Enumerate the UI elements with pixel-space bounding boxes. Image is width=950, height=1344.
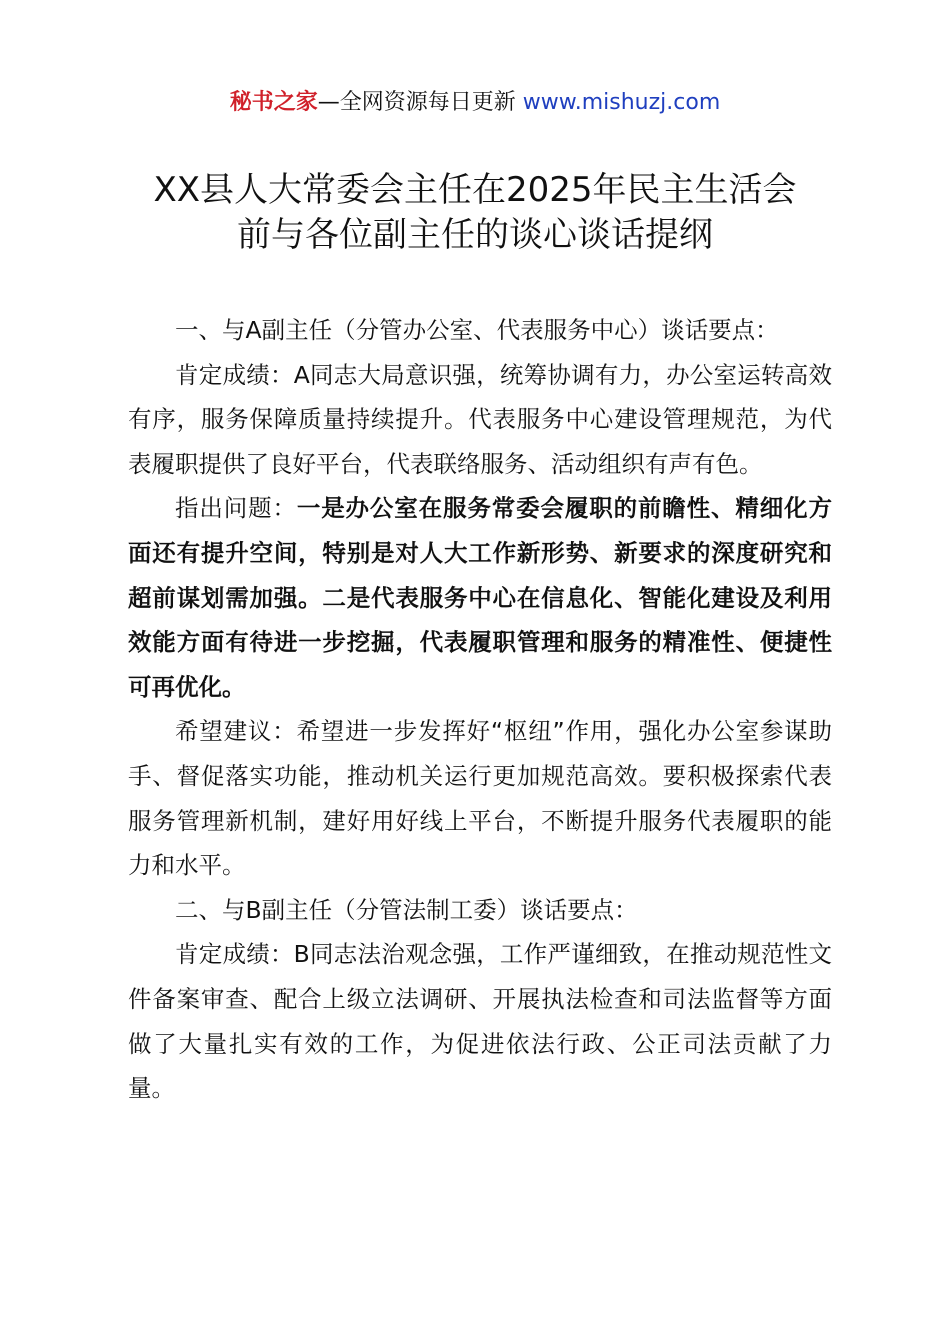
- brand-name: 秘书之家: [229, 90, 318, 115]
- section-a-issues-text: 一是办公室在服务常委会履职的前瞻性、精细化方面还有提升空间，特别是对人大工作新形势、新要求的深度研究和超前谋划需加强。二是代表服务中心在信息化、智能化建设及利用效能方面有待进一步挖掘，代表履职管理和服务的精准性、便捷性可再优化。: [128, 494, 833, 701]
- document-title: [60, 168, 890, 258]
- title-line-2: 前与各位副主任的谈心谈话提纲: [237, 215, 713, 255]
- section-a-issues-label: 指出问题：: [175, 494, 297, 523]
- document-body: [128, 308, 832, 1111]
- header-tagline: —全网资源每日更新: [317, 90, 523, 115]
- section-a-issues: [128, 486, 832, 709]
- section-a-suggestions: 希望建议：希望进一步发挥好“枢纽”作用，强化办公室参谋助手、督促落实功能，推动机关运行更加规范高效。要积极探索代表服务管理新机制，建好用好线上平台，不断提升服务代表履职的能力和水平。: [128, 717, 832, 880]
- site-url-link[interactable]: www.mishuzj.com: [522, 90, 721, 115]
- section-a-praise: 肯定成绩：A同志大局意识强，统筹协调有力，办公室运转高效有序，服务保障质量持续提升。代表服务中心建设管理规范，为代表履职提供了良好平台，代表联络服务、活动组织有声有色。: [128, 360, 832, 478]
- section-b-praise: 肯定成绩：B同志法治观念强，工作严谨细致，在推动规范性文件备案审查、配合上级立法调研、开展执法检查和司法监督等方面做了大量扎实有效的工作，为促进依法行政、公正司法贡献了力量。: [128, 940, 832, 1103]
- title-line-1: XX县人大常委会主任在2025年民主生活会: [153, 170, 797, 210]
- site-header: [0, 88, 950, 118]
- section-a-heading: 一、与A副主任（分管办公室、代表服务中心）谈话要点：: [175, 316, 779, 344]
- section-b-heading: 二、与B副主任（分管法制工委）谈话要点：: [175, 895, 638, 924]
